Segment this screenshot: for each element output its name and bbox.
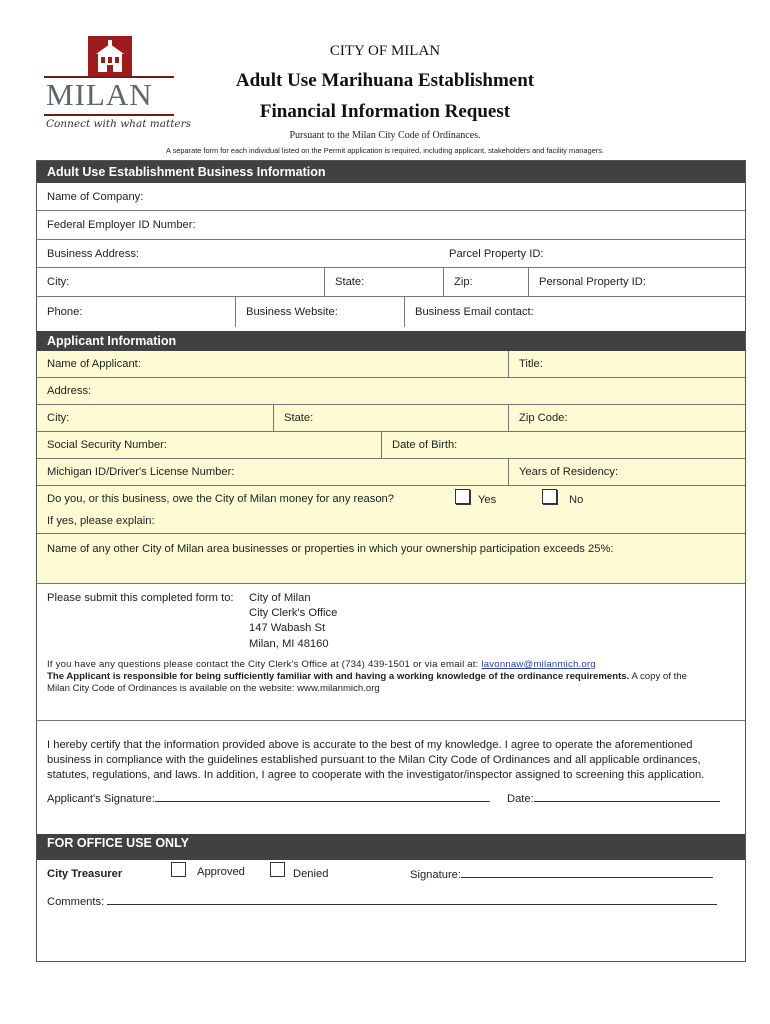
comments-line[interactable]	[107, 893, 717, 905]
residency-label: Years of Residency:	[519, 466, 619, 478]
contact-text: If you have any questions please contact the City Clerk's Office at (734) 439-1501 or via email at:	[47, 659, 479, 670]
yes-label: Yes	[478, 494, 497, 506]
responsibility-line	[47, 671, 737, 683]
form-title-line1: Adult Use Marihuana Establishment	[235, 70, 535, 91]
applicant-state-label: State:	[284, 412, 314, 424]
business-phone-row[interactable]	[37, 297, 745, 327]
business-phone-label: Phone:	[47, 306, 83, 318]
owe-money-row	[37, 486, 745, 534]
other-businesses-row[interactable]	[37, 534, 745, 584]
business-address-row[interactable]	[37, 240, 745, 268]
explain-label[interactable]: If yes, please explain:	[47, 515, 155, 527]
applicant-section-heading: Applicant Information	[37, 331, 745, 351]
milan-logo	[44, 34, 192, 134]
application-form	[36, 160, 746, 962]
certify-line3: statutes, regulations, and laws. In addition, I agree to cooperate with the investigator/inspector assigned to screening this application.	[47, 769, 705, 781]
business-city-row[interactable]	[37, 268, 745, 297]
ssn-dob-row[interactable]	[37, 432, 745, 459]
owe-question: Do you, or this business, owe the City of Milan money for any reason?	[47, 493, 394, 505]
comments-label: Comments:	[47, 896, 105, 908]
yes-checkbox[interactable]	[455, 489, 470, 504]
city-name: CITY OF MILAN	[329, 43, 441, 59]
business-email-label: Business Email contact:	[415, 306, 534, 318]
logo-rule-bottom	[44, 114, 174, 116]
business-section-heading: Adult Use Establishment Business Information	[37, 161, 745, 183]
applicant-zip-label: Zip Code:	[519, 412, 568, 424]
certification-section	[37, 721, 745, 834]
website-line: Milan City Code of Ordinances is available on the website: www.milanmich.org	[47, 683, 380, 694]
company-name-label: Name of Company:	[47, 190, 144, 203]
no-label: No	[569, 494, 584, 506]
applicant-city-row[interactable]	[37, 405, 745, 432]
contact-line	[47, 659, 737, 671]
applicant-signature-label: Applicant's Signature:	[47, 793, 155, 805]
approved-label: Approved	[197, 866, 245, 878]
pursuant-note: Pursuant to the Milan City Code of Ordinances.	[289, 130, 481, 141]
parcel-id-label: Parcel Property ID:	[449, 247, 544, 260]
fein-row[interactable]	[37, 211, 745, 240]
other-businesses-label: Name of any other City of Milan area businesses or properties in which your ownership participation exceeds 25%:	[47, 543, 614, 555]
license-label: Michigan ID/Driver's License Number:	[47, 466, 235, 478]
company-name-row[interactable]	[37, 183, 745, 211]
date-label: Date:	[507, 793, 534, 805]
signature-line[interactable]	[155, 790, 490, 802]
city-hall-icon	[88, 36, 132, 76]
applicant-city-label: City:	[47, 412, 70, 424]
fein-label: Federal Employer ID Number:	[47, 219, 196, 231]
separate-form-note: A separate form for each individual listed on the Permit application is required, including applicant, stakeholders and facility managers.	[166, 146, 604, 155]
date-field[interactable]	[507, 790, 720, 807]
denied-checkbox[interactable]	[270, 862, 285, 877]
submit-address-line1: City of Milan	[249, 592, 311, 604]
business-zip-label: Zip:	[454, 276, 473, 288]
business-city-label: City:	[47, 276, 70, 288]
applicant-signature-field[interactable]	[47, 790, 490, 807]
applicant-name-row[interactable]	[37, 351, 745, 378]
submit-label: Please submit this completed form to:	[47, 592, 234, 604]
comments-field[interactable]	[47, 893, 717, 910]
business-address-label: Business Address:	[47, 247, 140, 260]
certify-line2: business in compliance with the guidelines established pursuant to the Milan City Code of Ordinances and all applicable ordinances,	[47, 754, 701, 766]
applicant-address-row[interactable]	[37, 378, 745, 405]
applicant-name-label: Name of Applicant:	[47, 358, 141, 370]
logo-wordmark: MILAN	[46, 77, 153, 112]
business-website-label: Business Website:	[246, 306, 338, 318]
logo-tagline: Connect with what matters	[46, 118, 192, 130]
treasurer-signature-field[interactable]	[410, 866, 713, 883]
submit-address-line3: 147 Wabash St	[249, 622, 326, 634]
treasurer-label: City Treasurer	[47, 868, 123, 880]
date-line[interactable]	[534, 790, 720, 802]
office-section-heading: FOR OFFICE USE ONLY	[37, 834, 745, 860]
contact-email-link[interactable]: lavonnaw@milanmich.org	[481, 659, 596, 670]
treasurer-signature-line[interactable]	[461, 866, 713, 878]
treasurer-signature-label: Signature:	[410, 869, 461, 881]
office-section	[37, 860, 745, 961]
applicant-title-label: Title:	[519, 358, 543, 370]
submit-section	[37, 584, 745, 721]
applicant-address-label: Address:	[47, 385, 92, 397]
copy-text: A copy of the	[631, 671, 687, 682]
ssn-label: Social Security Number:	[47, 439, 167, 451]
form-title-line2: Financial Information Request	[259, 101, 511, 122]
certify-line1: I hereby certify that the information provided above is accurate to the best of my knowledge. I agree to operate the aforementioned	[47, 739, 693, 751]
business-state-label: State:	[335, 276, 365, 288]
dob-label: Date of Birth:	[392, 439, 458, 451]
submit-address-line2: City Clerk's Office	[249, 607, 338, 619]
denied-label: Denied	[293, 868, 329, 880]
submit-address-line4: Milan, MI 48160	[249, 638, 329, 650]
approved-checkbox[interactable]	[171, 862, 186, 877]
personal-property-id-label: Personal Property ID:	[539, 276, 646, 288]
no-checkbox[interactable]	[542, 489, 557, 504]
responsibility-text: The Applicant is responsible for being sufficiently familiar with and having a working knowledge of the ordinance requirements.	[47, 671, 630, 682]
license-row[interactable]	[37, 459, 745, 486]
